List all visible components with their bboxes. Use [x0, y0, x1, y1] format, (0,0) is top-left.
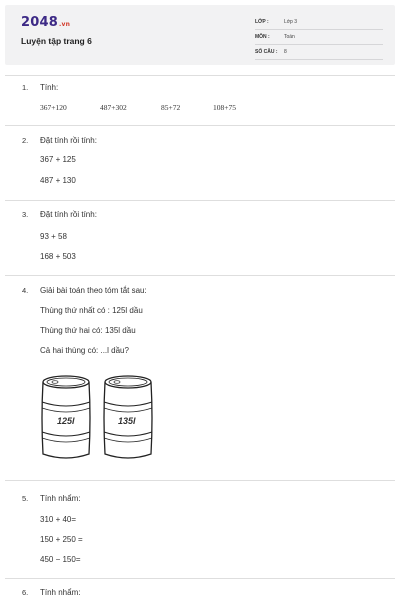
divider — [5, 200, 395, 201]
expression: 487+302 — [100, 103, 127, 112]
question-title: Tính nhẩm: — [40, 588, 81, 597]
question-title: Đặt tính rồi tính: — [40, 210, 97, 219]
meta-row-class — [255, 15, 383, 30]
expression: 310 + 40= — [40, 515, 77, 524]
expression: 367+120 — [40, 103, 67, 112]
meta-row-subject — [255, 30, 383, 45]
question-number: 1. — [22, 83, 29, 92]
meta-row-count — [255, 45, 383, 60]
site-logo[interactable] — [21, 15, 70, 30]
expression: 108+75 — [213, 103, 236, 112]
divider — [5, 125, 395, 126]
divider — [5, 578, 395, 579]
meta-key: SỐ CÂU : — [255, 49, 278, 55]
problem-line: Thùng thứ nhất có : 125l dầu — [40, 306, 143, 315]
logo-suffix: .vn — [58, 21, 71, 28]
question-number: 6. — [22, 588, 29, 597]
expression: 367 + 125 — [40, 155, 76, 164]
question-title: Tính: — [40, 83, 59, 92]
meta-value: 8 — [284, 49, 287, 55]
question-title: Tính nhẩm: — [40, 494, 81, 503]
problem-line: Cả hai thùng có: ...l dầu? — [40, 346, 129, 355]
expression: 93 + 58 — [40, 232, 67, 241]
meta-value: Toán — [284, 34, 295, 40]
question-number: 4. — [22, 286, 29, 295]
meta-key: MÔN : — [255, 34, 270, 40]
expression: 85+72 — [161, 103, 181, 112]
meta-key: LỚP : — [255, 19, 269, 25]
question-title: Giải bài toán theo tóm tắt sau: — [40, 286, 147, 295]
worksheet-header — [5, 5, 395, 65]
expression: 150 + 250 = — [40, 535, 83, 544]
worksheet-meta — [255, 15, 383, 60]
divider — [5, 75, 395, 76]
barrel-label: 135l — [118, 416, 136, 426]
logo-main-text: 2048 — [21, 15, 58, 30]
expression: 487 + 130 — [40, 176, 76, 185]
divider — [5, 480, 395, 481]
meta-value: Lớp 3 — [284, 19, 298, 25]
page-title: Luyện tập trang 6 — [21, 36, 92, 46]
question-number: 2. — [22, 136, 29, 145]
oil-barrel-2 — [100, 372, 156, 464]
question-number: 3. — [22, 210, 29, 219]
expression: 168 + 503 — [40, 252, 76, 261]
question-title: Đặt tính rồi tính: — [40, 136, 97, 145]
expression: 450 − 150= — [40, 555, 81, 564]
problem-line: Thùng thứ hai có: 135l dầu — [40, 326, 136, 335]
divider — [5, 275, 395, 276]
barrel-label: 125l — [57, 416, 75, 426]
question-number: 5. — [22, 494, 29, 503]
oil-barrel-1 — [38, 372, 94, 464]
